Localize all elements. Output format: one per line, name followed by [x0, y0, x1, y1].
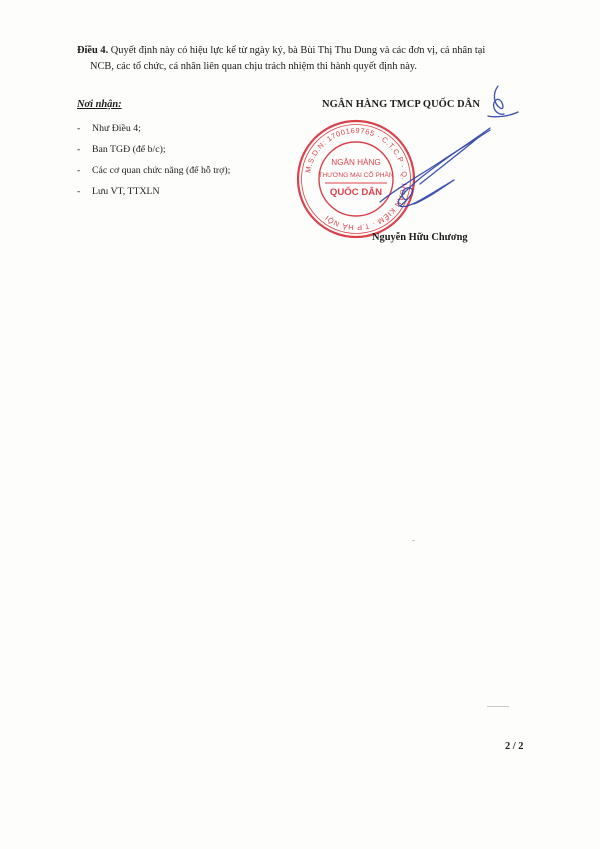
recipient-item: [77, 118, 230, 139]
recipients-title: Nơi nhận:: [77, 99, 122, 110]
article-label: Điều 4.: [77, 45, 109, 56]
article-text-line2: NCB, các tổ chức, cá nhân liên quan chịu trách nhiệm thi hành quyết định này.: [90, 61, 417, 72]
recipient-text: Các cơ quan chức năng (để hỗ trợ);: [92, 165, 231, 176]
page-number: 2 / 2: [505, 741, 524, 752]
handwritten-signature: [370, 80, 520, 220]
article-text-line1: Quyết định này có hiệu lực kể từ ngày ký, bà Bùi Thị Thu Dung và các đơn vị, cá nhân tại: [110, 45, 486, 56]
recipient-text: Lưu VT, TTXLN: [92, 186, 160, 197]
scan-speck: [412, 540, 415, 541]
recipients-list: [77, 118, 230, 202]
seal-ring-text: M.S.D.N: 1700169765 · C.T.C.P · Q. HOÀN KIẾM · T.P HÀ NỘI: [303, 125, 410, 233]
recipient-text: Ban TGĐ (để b/c);: [92, 144, 166, 155]
signer-name: Nguyễn Hữu Chương: [372, 232, 468, 243]
organization-name: NGÂN HÀNG TMCP QUỐC DÂN: [322, 99, 480, 110]
recipient-item: [77, 181, 230, 202]
list-dash: -: [77, 123, 81, 134]
list-dash: -: [77, 165, 81, 176]
list-dash: -: [77, 186, 81, 197]
seal-line3: QUỐC DÂN: [329, 187, 383, 198]
list-dash: -: [77, 144, 81, 155]
seal-line2: THƯƠNG MẠI CỔ PHẦN: [318, 172, 394, 179]
recipient-item: [77, 139, 230, 160]
scan-speck: [487, 706, 509, 707]
seal-line1: NGÂN HÀNG: [331, 158, 381, 167]
recipient-item: [77, 160, 230, 181]
article-4: [77, 43, 527, 75]
recipient-text: Như Điều 4;: [92, 123, 141, 134]
